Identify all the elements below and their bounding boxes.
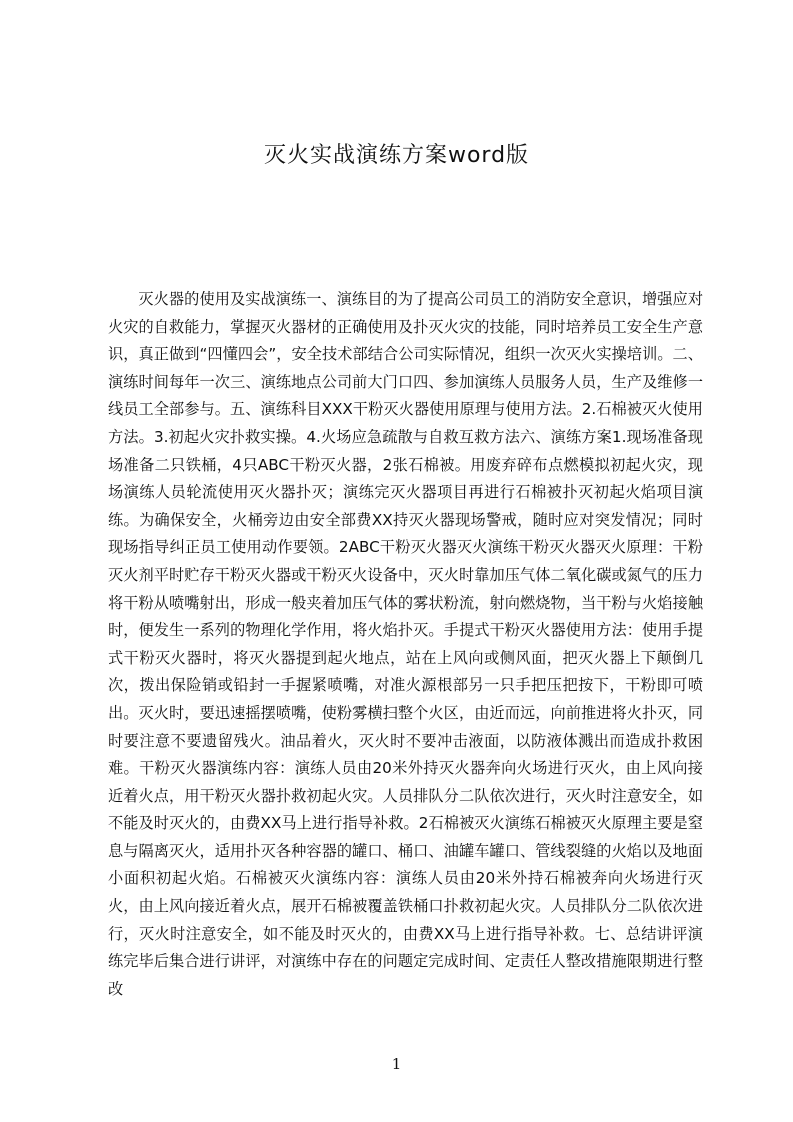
- page-number: 1: [391, 1055, 402, 1073]
- document-body-paragraph: 灭火器的使用及实战演练一、演练目的为了提高公司员工的消防安全意识，增强应对火灾的自救能力，掌握灭火器材的正确使用及扑灭火灾的技能，同时培养员工安全生产意识，真正做到“四懂四会”，安全技术部结合公司实际情况，组织一次灭火实操培训。二、演练时间每年一次三、演练地点公司前大门口四、参加演练人员服务人员，生产及维修一线员工全部参与。五、演练科目XXX干粉灭火器使用原理与使用方法。2.石棉被灭火使用方法。3.初起火灾扑救实操。4.火场应急疏散与自救互救方法六、演练方案1.现场准备现场准备二只铁桶，4只ABC干粉灭火器，2张石棉被。用废弃碎布点燃模拟初起火灾，现场演练人员轮流使用灭火器扑灭；演练完灭火器项目再进行石棉被扑灭初起火焰项目演练。为确保安全，火桶旁边由安全部费XX持灭火器现场警戒，随时应对突发情况；同时现场指导纠正员工使用动作要领。2ABC干粉灭火器灭火演练干粉灭火器灭火原理：干粉灭火剂平时贮存干粉灭火器或干粉灭火设备中，灭火时靠加压气体二氧化碳或氮气的压力将干粉从喷嘴射出，形成一般夹着加压气体的雾状粉流，射向燃烧物，当干粉与火焰接触时，便发生一系列的物理化学作用，将火焰扑灭。手提式干粉灭火器使用方法：使用手提式干粉灭火器时，将灭火器提到起火地点，站在上风向或侧风面，把灭火器上下颠倒几次，拨出保险销或铅封一手握紧喷嘴，对准火源根部另一只手把压把按下，干粉即可喷出。灭火时，要迅速摇摆喷嘴，使粉雾横扫整个火区，由近而远，向前推进将火扑灭，同时要注意不要遗留残火。油品着火，灭火时不要冲击液面，以防液体溅出而造成扑救困难。干粉灭火器演练内容：演练人员由20米外持灭火器奔向火场进行灭火，由上风向接近着火点，用干粉灭火器扑救初起火灾。人员排队分二队依次进行，灭火时注意安全，如不能及时灭火的，由费XX马上进行指导补救。2石棉被灭火演练石棉被灭火原理主要是窒息与隔离灭火，适用扑灭各种容器的罐口、桶口、油罐车罐口、管线裂缝的火焰以及地面小面积初起火焰。石棉被灭火演练内容：演练人员由20米外持石棉被奔向火场进行灭火，由上风向接近着火点，展开石棉被覆盖铁桶口扑救初起火灾。人员排队分二队依次进行，灭火时注意安全，如不能及时灭火的，由费XX马上进行指导补救。七、总结讲评演练完毕后集合进行讲评，对演练中存在的问题定完成时间、定责任人整改措施限期进行整改: [108, 290, 703, 998]
- document-title: 灭火实战演练方案word版: [263, 143, 530, 168]
